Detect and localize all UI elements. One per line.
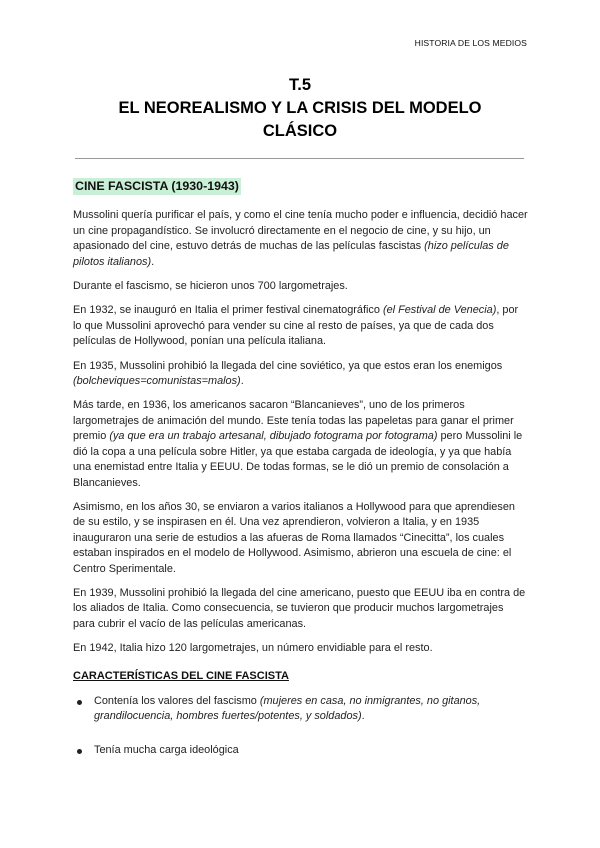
paragraph-1 (73, 208, 528, 270)
paragraph-italic: (bolcheviques=comunistas=malos) (73, 375, 241, 388)
list-item-text: Tenía mucha carga ideológica (94, 743, 239, 756)
body-content (73, 178, 528, 776)
paragraph-end: . (151, 255, 155, 268)
paragraph-4 (73, 359, 528, 390)
paragraph-end: , por lo que Mussolini aprovechó para vender su cine al resto de países, ya que de cada dos películas de Hollywood, ponían una película italiana. (73, 304, 519, 348)
list-item-end: . (361, 710, 365, 723)
list-item-text: Contenía los valores del fascismo (94, 694, 260, 707)
paragraph-2 (73, 279, 528, 294)
paragraph-text: En 1942, Italia hizo 120 largometrajes, un número envidiable para el resto. (73, 642, 433, 655)
characteristics-list (73, 694, 528, 758)
paragraph-end: pero Mussolini le dió la copa a una película sobre Hitler, ya que estaba cargada de ideología, y ya que había una enemistad entre Italia y EEUU. De todas formas, se le dió un premio de consolación a Blancanieves. (73, 430, 523, 489)
paragraph-8 (73, 641, 528, 656)
paragraph-7 (73, 586, 528, 632)
paragraph-text: Asimismo, en los años 30, se enviaron a varios italianos a Hollywood para que aprendiesen de su estilo, y se inspirasen en él. Una vez aprendieron, volvieron a Italia, y en 1935 inauguraron una serie de estudios a las afueras de Roma llamados “Cinecitta”, los cuales estaban inspirados en el modelo de Hollywood. Asimismo, abrieron una escuela de cine: el Centro Sperimentale. (73, 500, 515, 575)
title-line-2: EL NEOREALISMO Y LA CRISIS DEL MODELO (118, 99, 482, 117)
paragraph-text: En 1935, Mussolini prohibió la llegada del cine soviético, ya que estos eran los enemigos (73, 359, 503, 372)
running-header: HISTORIA DE LOS MEDIOS (414, 38, 527, 48)
title-line-3: CLÁSICO (262, 122, 338, 140)
paragraph-text: Durante el fascismo, se hicieron unos 700 largometrajes. (73, 280, 348, 293)
horizontal-divider (75, 158, 524, 159)
paragraph-3 (73, 303, 528, 349)
list-item (73, 694, 528, 725)
paragraph-text: Más tarde, en 1936, los americanos sacaron “Blancanieves”, uno de los primeros largometrajes de animación del mundo. Este tenía todas las papeletas para ganar el primer premio (73, 399, 514, 443)
list-item-italic: (mujeres en casa, no inmigrantes, no gitanos, grandilocuencia, hombres fuertes/potentes, y soldados) (94, 694, 481, 723)
paragraph-italic: (hizo películas de pilotos italianos) (73, 240, 509, 268)
title-line-1: T.5 (288, 76, 311, 94)
paragraph-italic: (el Festival de Venecia) (382, 304, 497, 317)
list-item (73, 743, 528, 758)
paragraph-text: En 1932, se inauguró en Italia el primer festival cinematográfico (73, 304, 383, 317)
paragraph-end: . (240, 375, 244, 388)
subheading-characteristics: CARACTERÍSTICAS DEL CINE FASCISTA (73, 669, 289, 682)
paragraph-6 (73, 500, 528, 577)
paragraph-italic: (ya que era un trabajo artesanal, dibujado fotograma por fotograma) (109, 430, 438, 443)
bullet-icon (77, 700, 82, 705)
paragraph-5 (73, 398, 528, 490)
document-title (0, 74, 600, 143)
paragraph-text: En 1939, Mussolini prohibió la llegada del cine americano, puesto que EEUU iba en contra de los aliados de Italia. Como consecuencia, se tuvieron que producir muchos largometrajes para cubrir el vacío de las películas americanas. (73, 586, 526, 630)
bullet-icon (77, 749, 82, 754)
section-heading: CINE FASCISTA (1930-1943) (73, 178, 241, 195)
paragraph-text: Mussolini quería purificar el país, y como el cine tenía mucho poder e influencia, decidió hacer un cine propagandístico. Se involucró directamente en el negocio de cine, y su hijo, un apasionado del cine, estuvo detrás de muchas de las películas fascistas (73, 209, 528, 253)
